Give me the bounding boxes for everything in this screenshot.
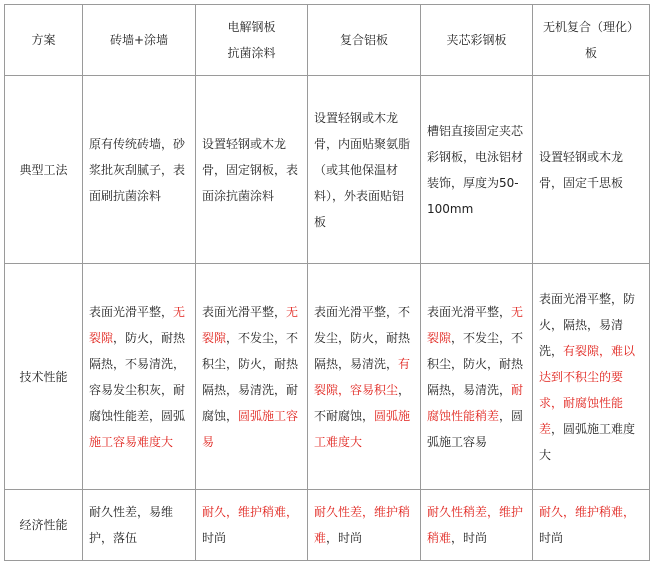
- method-row: [5, 76, 650, 264]
- cell-method-2: 设置轻钢或木龙骨，固定钢板，表面涂抗菌涂料: [196, 76, 308, 264]
- header-aluminum-plate: 复合铝板: [308, 5, 421, 76]
- cell-tech-5: 表面光滑平整，防火，隔热，易清洗，有裂隙，难以达到不积尘的要求，耐腐蚀性能差，圆弧施工难度大: [533, 264, 650, 490]
- header-sandwich-panel: 夹芯彩钢板: [421, 5, 533, 76]
- cell-method-1: 原有传统砖墙，砂浆批灰刮腻子，表面刷抗菌涂料: [83, 76, 196, 264]
- cell-econ-5: 耐久，维护稍难，时尚: [533, 490, 650, 561]
- row-label-tech: 技术性能: [5, 264, 83, 490]
- cell-econ-3: 耐久性差，维护稍难，时尚: [308, 490, 421, 561]
- cell-method-5: 设置轻钢或木龙骨，固定千思板: [533, 76, 650, 264]
- cell-econ-1: 耐久性差，易维护，落伍: [83, 490, 196, 561]
- row-label-econ: 经济性能: [5, 490, 83, 561]
- header-scheme: 方案: [5, 5, 83, 76]
- tech-row: [5, 264, 650, 490]
- cell-method-3: 设置轻钢或木龙骨，内面贴聚氨脂（或其他保温材料），外表面贴铝板: [308, 76, 421, 264]
- header-brick-wall: 砖墙+涂墙: [83, 5, 196, 76]
- cell-tech-2: 表面光滑平整，无裂隙，不发尘，不积尘，防火，耐热隔热，易清洗，耐腐蚀，圆弧施工容易: [196, 264, 308, 490]
- cell-method-4: 槽铝直接固定夹芯彩钢板，电泳铝材装饰，厚度为50-100mm: [421, 76, 533, 264]
- comparison-table: [4, 4, 650, 561]
- cell-econ-2: 耐久，维护稍难，时尚: [196, 490, 308, 561]
- econ-row: [5, 490, 650, 561]
- cell-econ-4: 耐久性稍差，维护稍难，时尚: [421, 490, 533, 561]
- cell-tech-3: 表面光滑平整，不发尘，防火，耐热隔热，易清洗，有裂隙，容易积尘，不耐腐蚀，圆弧施工难度大: [308, 264, 421, 490]
- header-inorganic-board: 无机复合（理化） 板: [533, 5, 650, 76]
- cell-tech-4: 表面光滑平整，无裂隙，不发尘，不积尘，防火，耐热隔热，易清洗，耐腐蚀性能稍差，圆弧施工容易: [421, 264, 533, 490]
- row-label-method: 典型工法: [5, 76, 83, 264]
- cell-tech-1: 表面光滑平整，无裂隙，防火，耐热隔热，不易清洗，容易发尘积灰，耐腐蚀性能差，圆弧施工容易难度大: [83, 264, 196, 490]
- header-row: [5, 5, 650, 76]
- header-steel-plate: 电解钢板 抗菌涂料: [196, 5, 308, 76]
